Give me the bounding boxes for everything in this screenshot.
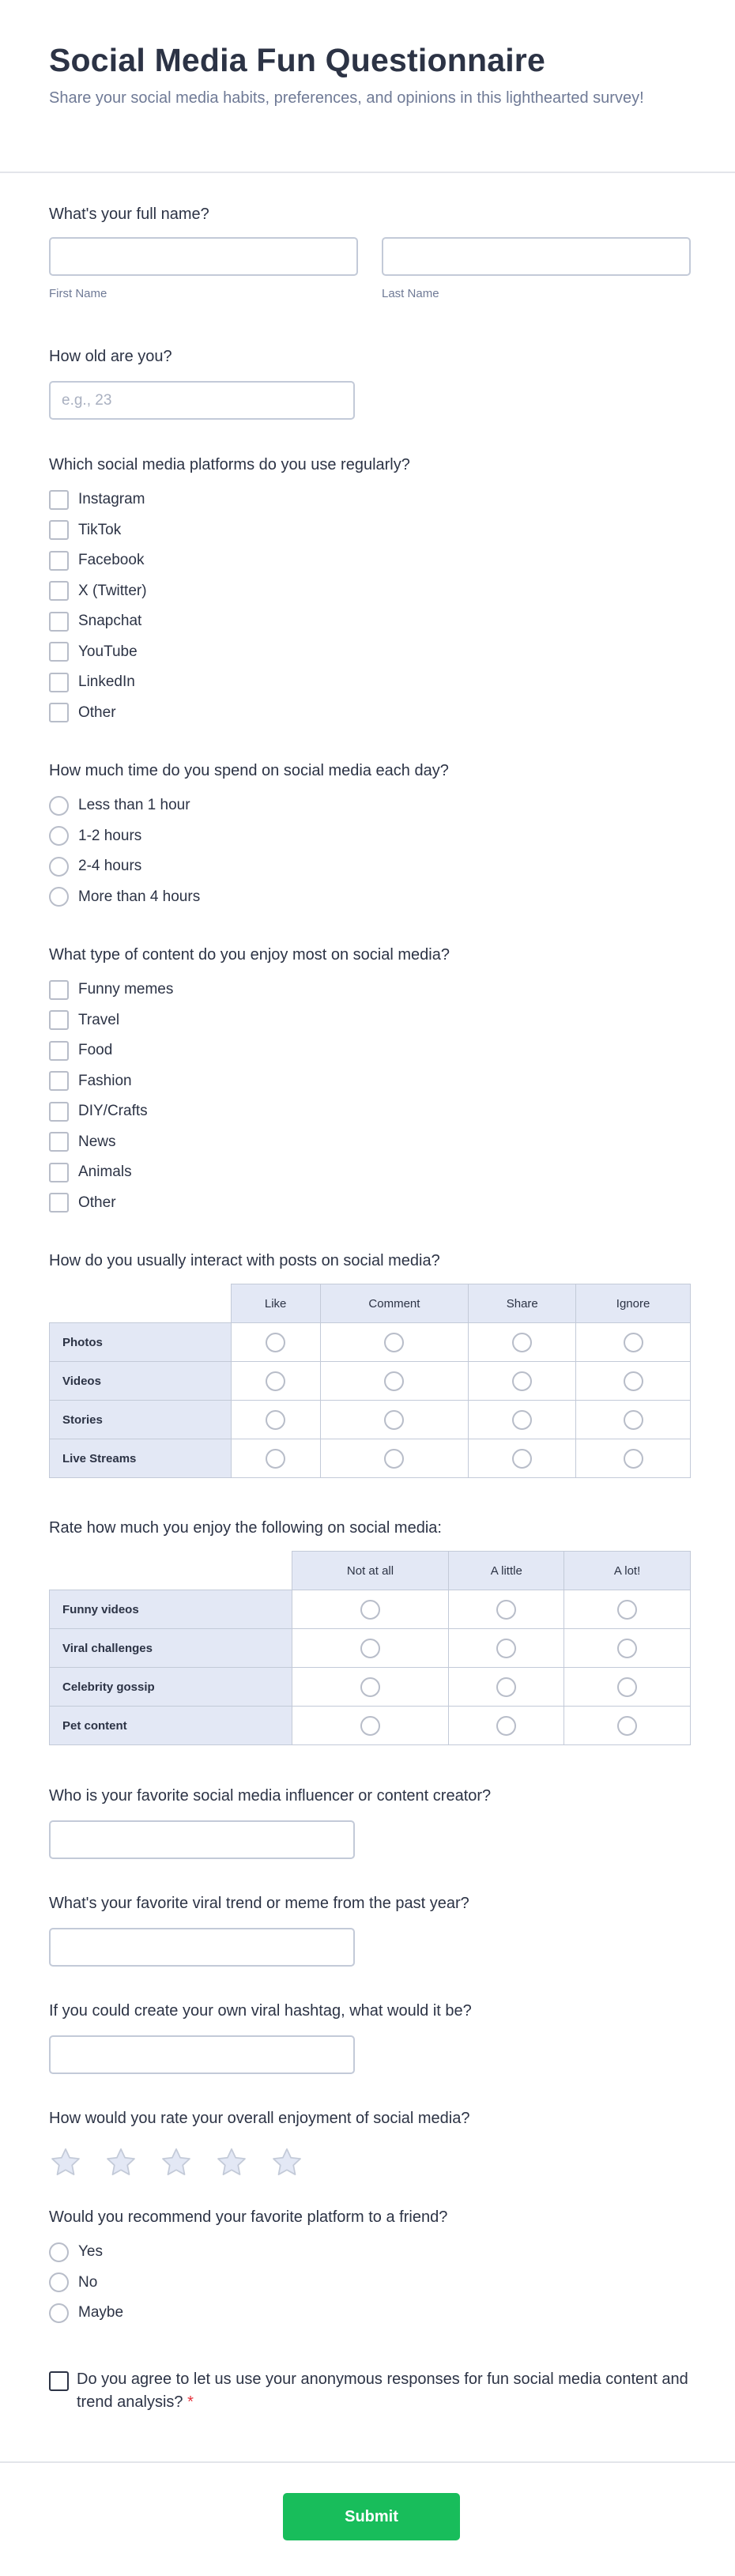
matrix-cell	[564, 1590, 691, 1629]
radio-button[interactable]	[360, 1716, 380, 1736]
matrix-cell	[292, 1668, 449, 1707]
matrix-row	[50, 1668, 691, 1707]
platform-option[interactable]	[49, 485, 691, 515]
matrix-row	[50, 1590, 691, 1629]
question-label: How much time do you spend on social media each day?	[49, 762, 449, 779]
radio-button[interactable]	[49, 2303, 69, 2323]
hashtag-input[interactable]	[49, 2035, 355, 2074]
radio-button[interactable]	[512, 1410, 532, 1430]
option-label: News	[78, 1133, 116, 1150]
consent-text: Do you agree to let us use your anonymous responses for fun social media content and trend analysis?	[77, 2370, 688, 2411]
option-label: LinkedIn	[78, 673, 135, 691]
form-footer	[0, 2461, 735, 2576]
option-label: Yes	[78, 2243, 103, 2261]
radio-button[interactable]	[360, 1677, 380, 1697]
matrix-cell	[469, 1401, 576, 1439]
matrix-cell	[469, 1362, 576, 1401]
content-option[interactable]	[49, 1127, 691, 1158]
platform-option[interactable]	[49, 637, 691, 668]
option-label: No	[78, 2273, 98, 2291]
matrix-row-label: Photos	[50, 1323, 232, 1362]
content-options	[49, 975, 691, 1218]
option-label: 1-2 hours	[78, 827, 142, 844]
platform-option[interactable]	[49, 606, 691, 637]
interaction-matrix-table	[49, 1284, 691, 1478]
radio-button[interactable]	[384, 1333, 404, 1352]
matrix-cell	[576, 1323, 691, 1362]
content-option[interactable]	[49, 1096, 691, 1127]
recommend-options	[49, 2237, 691, 2329]
matrix-row	[50, 1323, 691, 1362]
content-option[interactable]	[49, 1035, 691, 1066]
matrix-cell	[231, 1401, 320, 1439]
question-daily-time	[49, 760, 691, 912]
question-platforms	[49, 454, 691, 728]
option-label: 2-4 hours	[78, 858, 142, 875]
checkbox[interactable]	[49, 581, 69, 601]
platform-option[interactable]	[49, 667, 691, 698]
option-label: YouTube	[78, 643, 138, 660]
matrix-row-label: Funny videos	[50, 1590, 292, 1629]
option-label: X (Twitter)	[78, 582, 147, 599]
matrix-cell	[449, 1668, 564, 1707]
time-option[interactable]	[49, 851, 691, 882]
radio-button[interactable]	[49, 887, 69, 907]
checkbox[interactable]	[49, 1132, 69, 1152]
question-label: What's your favorite viral trend or meme from the past year?	[49, 1895, 469, 1912]
platform-option[interactable]	[49, 515, 691, 546]
platform-option[interactable]	[49, 576, 691, 607]
radio-button[interactable]	[624, 1333, 643, 1352]
matrix-cell	[449, 1707, 564, 1745]
radio-button[interactable]	[384, 1449, 404, 1469]
radio-button[interactable]	[360, 1600, 380, 1620]
question-label: Rate how much you enjoy the following on social media:	[49, 1519, 442, 1537]
influencer-input[interactable]	[49, 1820, 355, 1859]
option-label: Travel	[78, 1011, 120, 1028]
time-options	[49, 790, 691, 912]
checkbox[interactable]	[49, 612, 69, 632]
matrix-cell	[231, 1362, 320, 1401]
time-option[interactable]	[49, 821, 691, 852]
checkbox[interactable]	[49, 551, 69, 571]
first-name-input[interactable]	[49, 237, 358, 276]
question-label: How would you rate your overall enjoyment of social media?	[49, 2110, 470, 2127]
matrix-cell	[320, 1362, 469, 1401]
radio-button[interactable]	[360, 1639, 380, 1658]
radio-button[interactable]	[266, 1449, 285, 1469]
content-option[interactable]	[49, 1157, 691, 1188]
platform-option[interactable]	[49, 698, 691, 729]
recommend-option[interactable]	[49, 2237, 691, 2268]
matrix-row-label: Stories	[50, 1401, 232, 1439]
question-enjoyment-rating	[49, 2108, 691, 2179]
star-icon[interactable]	[215, 2146, 248, 2179]
option-label: Instagram	[78, 491, 145, 508]
form-title: Social Media Fun Questionnaire	[49, 42, 545, 78]
matrix-row-label: Live Streams	[50, 1439, 232, 1478]
platforms-options	[49, 485, 691, 728]
content-option[interactable]	[49, 975, 691, 1005]
radio-button[interactable]	[266, 1371, 285, 1391]
option-label: Facebook	[78, 552, 145, 569]
matrix-row	[50, 1362, 691, 1401]
matrix-row	[50, 1707, 691, 1745]
question-label: What's your full name?	[49, 206, 209, 223]
radio-button[interactable]	[496, 1677, 516, 1697]
matrix-cell	[231, 1439, 320, 1478]
question-influencer	[49, 1786, 691, 1859]
star-icon[interactable]	[49, 2146, 82, 2179]
matrix-row-label: Celebrity gossip	[50, 1668, 292, 1707]
checkbox[interactable]	[49, 642, 69, 662]
option-label: Other	[78, 1194, 116, 1211]
matrix-cell	[576, 1362, 691, 1401]
option-label: TikTok	[78, 521, 122, 538]
matrix-corner	[50, 1552, 292, 1590]
matrix-cell	[469, 1439, 576, 1478]
question-viral-trend	[49, 1893, 691, 1967]
matrix-column-header: Ignore	[576, 1284, 691, 1323]
question-recommend	[49, 2207, 691, 2329]
question-interaction-matrix	[49, 1250, 691, 1478]
matrix-cell	[564, 1707, 691, 1745]
matrix-column-header: Comment	[320, 1284, 469, 1323]
matrix-column-header: A lot!	[564, 1552, 691, 1590]
radio-button[interactable]	[512, 1333, 532, 1352]
radio-button[interactable]	[617, 1677, 637, 1697]
radio-button[interactable]	[49, 796, 69, 816]
matrix-cell	[564, 1629, 691, 1668]
option-label: Funny memes	[78, 981, 174, 998]
matrix-column-header: Like	[231, 1284, 320, 1323]
content-option[interactable]	[49, 1005, 691, 1036]
matrix-cell	[320, 1401, 469, 1439]
checkbox[interactable]	[49, 1102, 69, 1122]
radio-button[interactable]	[496, 1639, 516, 1658]
matrix-corner	[50, 1284, 232, 1323]
checkbox[interactable]	[49, 1041, 69, 1061]
matrix-cell	[576, 1439, 691, 1478]
matrix-column-header: A little	[449, 1552, 564, 1590]
checkbox[interactable]	[49, 703, 69, 722]
matrix-cell	[292, 1629, 449, 1668]
star-icon[interactable]	[270, 2146, 303, 2179]
question-enjoy-matrix	[49, 1518, 691, 1745]
option-label: Snapchat	[78, 613, 142, 630]
question-full-name	[49, 204, 691, 300]
time-option[interactable]	[49, 882, 691, 913]
radio-button[interactable]	[617, 1639, 637, 1658]
question-consent	[49, 2368, 691, 2414]
matrix-column-header: Share	[469, 1284, 576, 1323]
matrix-cell	[292, 1590, 449, 1629]
last-name-input[interactable]	[382, 237, 691, 276]
radio-button[interactable]	[512, 1449, 532, 1469]
radio-button[interactable]	[49, 826, 69, 846]
question-label: If you could create your own viral hashtag, what would it be?	[49, 2002, 472, 2020]
option-label: DIY/Crafts	[78, 1103, 148, 1120]
question-label: How old are you?	[49, 348, 172, 365]
question-hashtag	[49, 2001, 691, 2074]
submit-button[interactable]: Submit	[283, 2493, 460, 2540]
radio-button[interactable]	[49, 2242, 69, 2262]
checkbox[interactable]	[49, 1071, 69, 1091]
option-label: More than 4 hours	[78, 888, 201, 905]
matrix-row	[50, 1401, 691, 1439]
checkbox[interactable]	[49, 673, 69, 692]
last-name-sublabel: Last Name	[382, 287, 439, 300]
radio-button[interactable]	[512, 1371, 532, 1391]
radio-button[interactable]	[384, 1410, 404, 1430]
required-mark: *	[187, 2393, 194, 2411]
matrix-cell	[231, 1323, 320, 1362]
question-age	[49, 346, 691, 420]
radio-button[interactable]	[624, 1410, 643, 1430]
radio-button[interactable]	[266, 1410, 285, 1430]
radio-button[interactable]	[617, 1600, 637, 1620]
radio-button[interactable]	[617, 1716, 637, 1736]
matrix-row-label: Pet content	[50, 1707, 292, 1745]
star-icon[interactable]	[160, 2146, 193, 2179]
option-label: Other	[78, 703, 116, 721]
content-option[interactable]	[49, 1066, 691, 1097]
checkbox[interactable]	[49, 1193, 69, 1213]
form-subtitle: Share your social media habits, preferences, and opinions in this lighthearted survey!	[49, 89, 644, 107]
viral-trend-input[interactable]	[49, 1928, 355, 1967]
question-label: Would you recommend your favorite platform to a friend?	[49, 2208, 448, 2226]
checkbox[interactable]	[49, 1163, 69, 1182]
option-label: Food	[78, 1042, 113, 1059]
checkbox[interactable]	[49, 980, 69, 1000]
matrix-row	[50, 1439, 691, 1478]
matrix-column-header: Not at all	[292, 1552, 449, 1590]
option-label: Fashion	[78, 1072, 132, 1089]
matrix-cell	[469, 1323, 576, 1362]
matrix-cell	[292, 1707, 449, 1745]
consent-checkbox[interactable]	[49, 2371, 69, 2391]
matrix-cell	[320, 1323, 469, 1362]
star-rating	[49, 2146, 691, 2179]
option-label: Animals	[78, 1164, 132, 1181]
radio-button[interactable]	[624, 1371, 643, 1391]
radio-button[interactable]	[384, 1371, 404, 1391]
matrix-cell	[320, 1439, 469, 1478]
question-label: What type of content do you enjoy most on social media?	[49, 946, 450, 964]
option-label: Maybe	[78, 2304, 124, 2321]
matrix-cell	[449, 1629, 564, 1668]
enjoy-matrix-table	[49, 1551, 691, 1745]
recommend-option[interactable]	[49, 2268, 691, 2299]
matrix-cell	[564, 1668, 691, 1707]
question-content-type	[49, 945, 691, 1218]
consent-label	[77, 2368, 691, 2414]
matrix-row-label: Viral challenges	[50, 1629, 292, 1668]
option-label: Less than 1 hour	[78, 797, 190, 814]
question-label: Which social media platforms do you use regularly?	[49, 456, 410, 473]
platform-option[interactable]	[49, 545, 691, 576]
checkbox[interactable]	[49, 520, 69, 540]
radio-button[interactable]	[496, 1600, 516, 1620]
time-option[interactable]	[49, 790, 691, 821]
matrix-row	[50, 1629, 691, 1668]
matrix-row-label: Videos	[50, 1362, 232, 1401]
radio-button[interactable]	[49, 857, 69, 877]
radio-button[interactable]	[49, 2272, 69, 2292]
radio-button[interactable]	[624, 1449, 643, 1469]
checkbox[interactable]	[49, 1010, 69, 1030]
question-label: How do you usually interact with posts on social media?	[49, 1252, 440, 1269]
question-label: Who is your favorite social media influencer or content creator?	[49, 1787, 492, 1805]
age-input[interactable]: e.g., 23	[49, 381, 355, 420]
star-icon[interactable]	[104, 2146, 138, 2179]
form-header	[0, 0, 735, 173]
content-option[interactable]	[49, 1188, 691, 1219]
recommend-option[interactable]	[49, 2298, 691, 2329]
checkbox[interactable]	[49, 490, 69, 510]
first-name-sublabel: First Name	[49, 287, 107, 300]
matrix-cell	[449, 1590, 564, 1629]
matrix-cell	[576, 1401, 691, 1439]
radio-button[interactable]	[266, 1333, 285, 1352]
radio-button[interactable]	[496, 1716, 516, 1736]
